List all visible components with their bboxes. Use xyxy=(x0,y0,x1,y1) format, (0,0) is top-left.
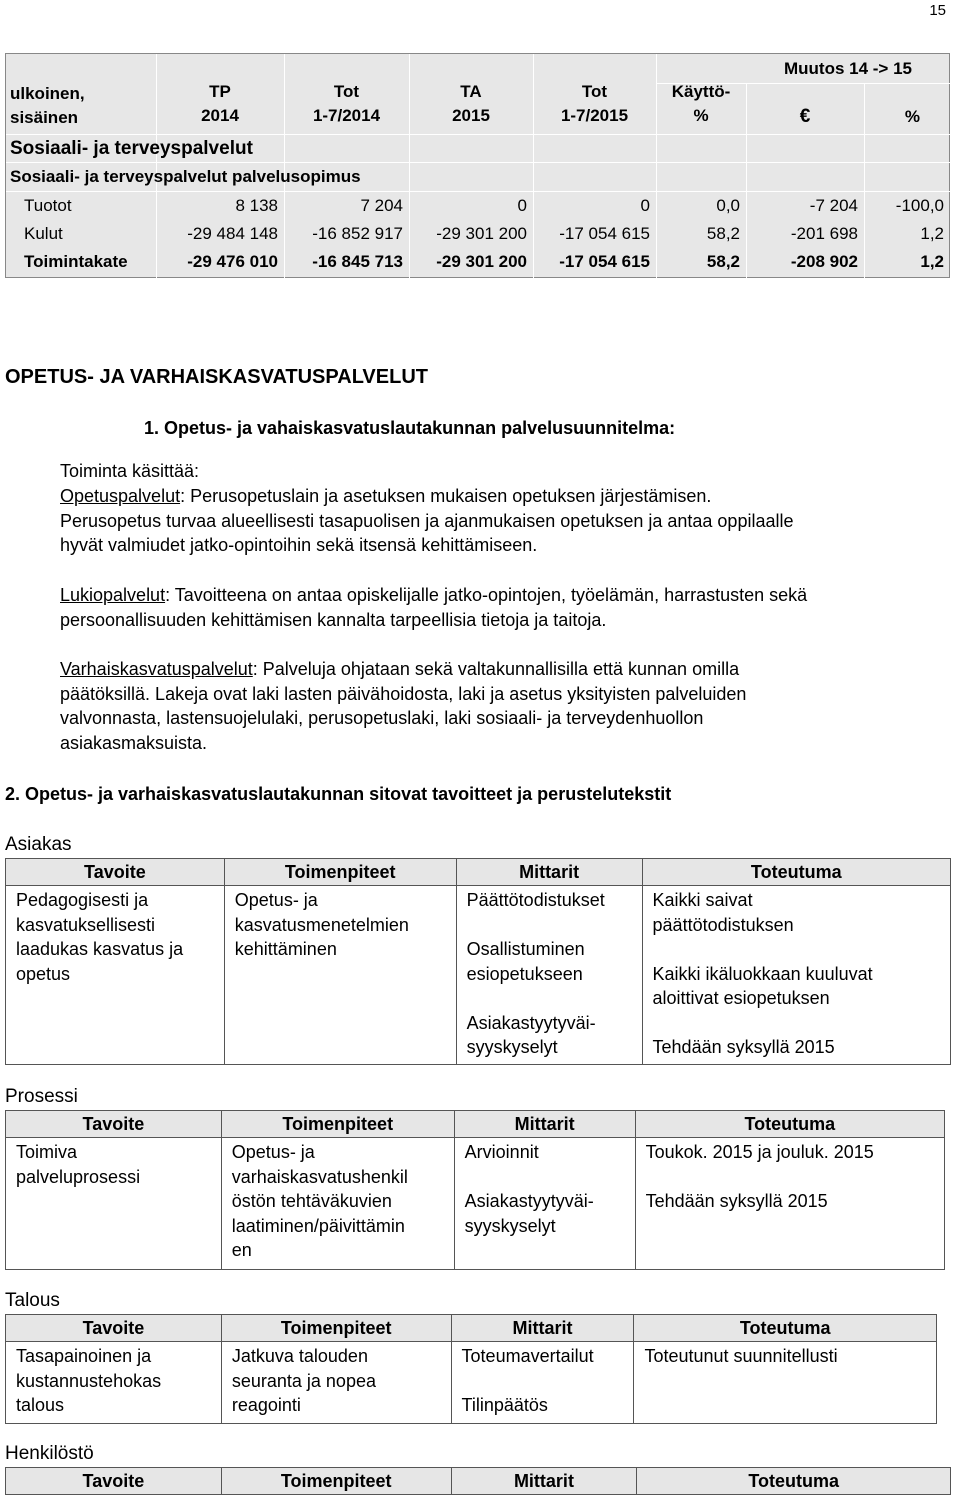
header-toimenpiteet: Toimenpiteet xyxy=(224,859,456,886)
paragraph-opetuspalvelut: Opetuspalvelut: Perusopetuslain ja asetuksen mukaisen opetuksen järjestämisen. Perusopetus turvaa alueellisesti tasapuolisen ja ajanmukaisen opetuksen ja antaa oppilaalle hyvät valmiudet jatko-opintoihin sekä itsensä kehittämiseen. xyxy=(60,486,794,555)
link-opetuspalvelut: Opetuspalvelut xyxy=(60,486,181,506)
budget-cell: 0 xyxy=(640,196,650,215)
header-tavoite: Tavoite xyxy=(6,859,225,886)
budget-cell: -201 698 xyxy=(790,224,858,243)
budget-cell: -29 484 148 xyxy=(187,224,278,243)
col-tp: TP 2014 xyxy=(201,82,239,125)
change-eur: € xyxy=(799,106,811,127)
cell-toimenpiteet: Jatkuva talouden seuranta ja nopea reagointi xyxy=(221,1342,451,1424)
budget-cell: -29 301 200 xyxy=(436,252,527,271)
budget-cell: -16 852 917 xyxy=(312,224,403,243)
budget-cell: -29 476 010 xyxy=(187,252,278,271)
link-varhaiskasvatuspalvelut: Varhaiskasvatuspalvelut xyxy=(60,659,253,679)
col-kaytto: Käyttö- % xyxy=(671,82,731,125)
header-mittarit: Mittarit xyxy=(451,1315,634,1342)
col-tot14: Tot 1-7/2014 xyxy=(312,82,381,125)
budget-cell: 58,2 xyxy=(706,224,740,243)
header-toteutuma: Toteutuma xyxy=(637,1468,951,1495)
header-toimenpiteet: Toimenpiteet xyxy=(221,1315,451,1342)
table-prosessi xyxy=(5,1110,945,1270)
label-henkilosto: Henkilöstö xyxy=(5,1443,94,1464)
cell-mittarit: Päättötodistukset Osallistuminen esiopetukseen Asiakastyytyväi- syyskyselyt xyxy=(456,886,642,1065)
header-tavoite: Tavoite xyxy=(6,1111,222,1138)
table-henkilosto xyxy=(5,1467,951,1495)
header-toimenpiteet: Toimenpiteet xyxy=(221,1468,451,1495)
budget-cell: -17 054 615 xyxy=(559,252,650,271)
budget-head-label: ulkoinen, sisäinen xyxy=(10,84,85,127)
subheading-1: 1. Opetus- ja vahaiskasvatuslautakunnan palvelusuunnitelma: xyxy=(144,418,676,438)
budget-cell: 58,2 xyxy=(706,252,740,271)
subheading-2: 2. Opetus- ja varhaiskasvatuslautakunnan sitovat tavoitteet ja perustelutekstit xyxy=(5,784,672,804)
paragraph-lukiopalvelut: Lukiopalvelut: Tavoitteena on antaa opiskelijalle jatko-opintojen, työelämän, harrastusten sekä persoonallisuuden kehittämisen kannalta tarpeellisia tietoja ja taitoja. xyxy=(60,585,808,630)
header-mittarit: Mittarit xyxy=(454,1111,635,1138)
cell-toteutuma: Kaikki saivat päättötodistuksen Kaikki ikäluokkaan kuuluvat aloittivat esiopetuksen Tehdään syksyllä 2015 xyxy=(642,886,950,1065)
budget-cell: -100,0 xyxy=(895,196,944,215)
budget-row-label: Tuotot xyxy=(24,196,72,215)
budget-cell: -208 902 xyxy=(790,252,858,271)
budget-cell: 7 204 xyxy=(360,196,403,215)
cell-mittarit: Toteumavertailut Tilinpäätös xyxy=(451,1342,634,1424)
table-talous xyxy=(5,1314,937,1424)
intro-text: Toiminta käsittää: xyxy=(60,461,200,481)
col-tot15: Tot 1-7/2015 xyxy=(560,82,629,125)
budget-cell: 0,0 xyxy=(716,196,740,215)
cell-toteutuma: Toteutunut suunnitellusti xyxy=(634,1342,937,1424)
cell-tavoite: Toimiva palveluprosessi xyxy=(6,1138,222,1270)
budget-row-label: Toimintakate xyxy=(24,252,128,271)
cell-tavoite: Pedagogisesti ja kasvatuksellisesti laadukas kasvatus ja opetus xyxy=(6,886,225,1065)
budget-cell: 8 138 xyxy=(235,196,278,215)
paragraph-varhaiskasvatuspalvelut: Varhaiskasvatuspalvelut: Palveluja ohjataan sekä valtakunnallisilla että kunnan omilla päätöksillä. Lakeja ovat laki lasten päivähoidosta, laki ja asetus yksityisten palveluiden valvonnasta, lastensuojelulaki, perusopetuslaki, laki sosiaali- ja terveydenhuollon asiakasmaksuista. xyxy=(60,659,747,753)
budget-cell: 1,2 xyxy=(920,224,944,243)
label-asiakas: Asiakas xyxy=(5,834,72,855)
budget-row-label: Kulut xyxy=(24,224,63,243)
change-pct: % xyxy=(904,107,920,126)
budget-subsection: Sosiaali- ja terveyspalvelut palvelusopimus xyxy=(10,167,361,186)
budget-cell: 0 xyxy=(517,196,527,215)
header-toteutuma: Toteutuma xyxy=(635,1111,944,1138)
header-toimenpiteet: Toimenpiteet xyxy=(221,1111,454,1138)
cell-toimenpiteet: Opetus- ja kasvatusmenetelmien kehittäminen xyxy=(224,886,456,1065)
header-tavoite: Tavoite xyxy=(6,1468,222,1495)
header-toteutuma: Toteutuma xyxy=(642,859,950,886)
budget-cell: -7 204 xyxy=(809,196,858,215)
label-prosessi: Prosessi xyxy=(5,1086,78,1107)
link-lukiopalvelut: Lukiopalvelut xyxy=(60,585,166,605)
budget-cell: -16 845 713 xyxy=(312,252,403,271)
table-asiakas xyxy=(5,858,951,1065)
cell-tavoite: Tasapainoinen ja kustannustehokas talous xyxy=(6,1342,222,1424)
header-toteutuma: Toteutuma xyxy=(634,1315,937,1342)
budget-cell: 1,2 xyxy=(920,252,944,271)
cell-toteutuma: Toukok. 2015 ja jouluk. 2015 Tehdään syksyllä 2015 xyxy=(635,1138,944,1270)
header-mittarit: Mittarit xyxy=(451,1468,637,1495)
budget-cell: -29 301 200 xyxy=(436,224,527,243)
col-ta: TA 2015 xyxy=(452,82,490,125)
budget-table xyxy=(5,53,950,278)
change-header: Muutos 14 -> 15 xyxy=(783,59,912,78)
page-number: 15 xyxy=(929,2,946,19)
budget-section: Sosiaali- ja terveyspalvelut xyxy=(10,138,253,159)
label-talous: Talous xyxy=(5,1290,60,1311)
cell-mittarit: Arvioinnit Asiakastyytyväi- syyskyselyt xyxy=(454,1138,635,1270)
header-tavoite: Tavoite xyxy=(6,1315,222,1342)
page-heading: OPETUS- JA VARHAISKASVATUSPALVELUT xyxy=(5,366,428,388)
header-mittarit: Mittarit xyxy=(456,859,642,886)
cell-toimenpiteet: Opetus- ja varhaiskasvatushenkil östön tehtäväkuvien laatiminen/päivittämin en xyxy=(221,1138,454,1270)
budget-cell: -17 054 615 xyxy=(559,224,650,243)
